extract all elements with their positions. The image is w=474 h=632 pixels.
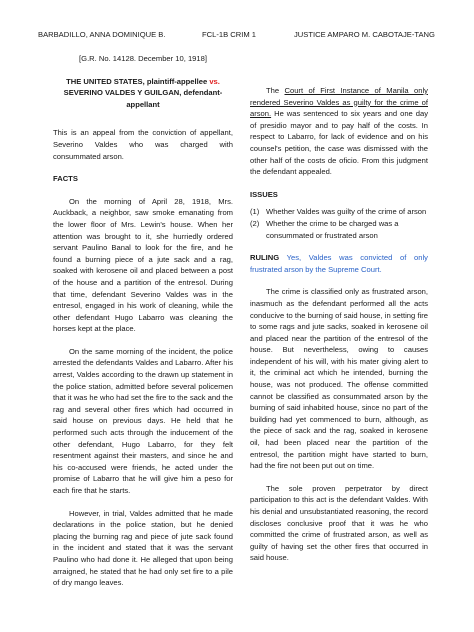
case-citation: [G.R. No. 14128. December 10, 1918] — [79, 54, 207, 63]
issue-item — [250, 218, 428, 241]
issue-number: (1) — [250, 207, 260, 217]
issue-item — [250, 206, 428, 218]
author-name: BARBADILLO, ANNA DOMINIQUE B. — [38, 30, 166, 39]
cfi-ruling-paragraph — [250, 85, 428, 178]
case-title-plaintiff: THE UNITED STATES, plaintiff-appellee — [66, 76, 208, 86]
cfi-ruling-rest: He was sentenced to six years and one day of presidio mayor and to pay half of the costs. In respect to Labarro, for lack of evidence and on his counsel's petition, the case was dismissed with the other half of the costs de oficio. From this judgment the defendant appealed. — [250, 109, 428, 177]
ruling-heading — [250, 252, 428, 275]
issue-text: Whether the crime to be charged was a consummated or frustrated arson — [266, 218, 399, 240]
cfi-prefix: The — [266, 86, 285, 95]
right-column — [250, 52, 428, 564]
facts-heading: FACTS — [53, 174, 78, 184]
issue-text: Whether Valdes was guilty of the crime of arson — [266, 207, 427, 217]
left-column — [53, 53, 233, 589]
case-title — [53, 76, 233, 111]
intro-paragraph: This is an appeal from the conviction of appellant, Severino Valdes who was charged with consummated arson. — [53, 128, 233, 161]
ruling-answer: Yes, Valdes was convicted of only frustrated arson by the Supreme Court. — [250, 253, 428, 274]
facts-paragraph-3: However, in trial, Valdes admitted that he made declarations in the police station, but he denied placing the burning rag and piece of jute sack found in the incident and stated that it was the servant Paulino who had done it. He alleged that upon being arraigned, he stated that he had only set fire to a pile of dry mango leaves. — [53, 508, 233, 588]
issues-heading: ISSUES — [250, 189, 278, 199]
case-title-vs: vs. — [209, 76, 220, 86]
issue-number: (2) — [250, 218, 260, 228]
professor-name: JUSTICE AMPARO M. CABOTAJE-TANG — [294, 30, 435, 39]
cfi-ruling-underlined: Court of First Instance of Manila only rendered Severino Valdes as guilty for the crime of arson. — [250, 86, 428, 119]
ruling-label: RULING — [250, 253, 280, 263]
ruling-paragraph-2: The sole proven perpetrator by direct participation to this act is the defendant Valdes. With his denial and unsubstantiated reasoning, the record discloses conclusive proof that it was he who committed the crime of frustrated arson, as well as guilty of having set the other fires that occurred in said house. — [250, 483, 428, 563]
ruling-paragraph-1: The crime is classified only as frustrated arson, inasmuch as the defendant performed all the acts conducive to the burning of said house, in setting fire to some rags and jute sacks, soaked in kerosene oil and placed near the partition of the entresol of the house. But nevertheless, owing to causes independent of his will, with his mater giving alert to it, the criminal act which he intended, burning the house, was not produced. The offense committed cannot be classified as consummated arson by the burning of said inhabited house, since no part of the building had yet commenced to burn, although, as the piece of sack and the rag, soaked in kerosene oil, had been placed near the partition of the entresol, the partition might have started to burn, had the fire not been put out on time. — [250, 287, 428, 471]
case-title-defendant: SEVERINO VALDES Y GUILGAN, defendant-appellant — [63, 88, 223, 109]
page-header — [38, 29, 444, 41]
facts-paragraph-1: On the morning of April 28, 1918, Mrs. Auckback, a neighbor, saw smoke emanating from the lower floor of Mrs. Lewin's house. When her attention was brought to it, she hurriedly ordered servant Paulino Banal to look for the fire, and he found a burning piece of a jute sack and a rag, soaked with kerosene oil and placed between a post of the house and a partition of the entresol. During that time, defendant Severino Valdes was in the entresol, engaged in his work of cleaning, while the other defendant Hugo Labarro was cleaning the horses kept at the place. — [53, 196, 233, 334]
facts-paragraph-2: On the same morning of the incident, the police arrested the defendants Valdes and Labarro. After his arrest, Valdes according to the drawn up statement in the police station, admitted before several policemen that it was he who had set the fire to the sack and the rag and several other fires which had occurred in said house on previous days. He held that he performed such acts through the inducement of the other defendant, Hugo Labarro, for they felt resentment against their masters, and since he and his co-accused were friends, he acted under the promise of Labarro that he will give him a peso for each fire that he starts. — [53, 346, 233, 495]
course-code: FCL-1B CRIM 1 — [202, 30, 257, 39]
